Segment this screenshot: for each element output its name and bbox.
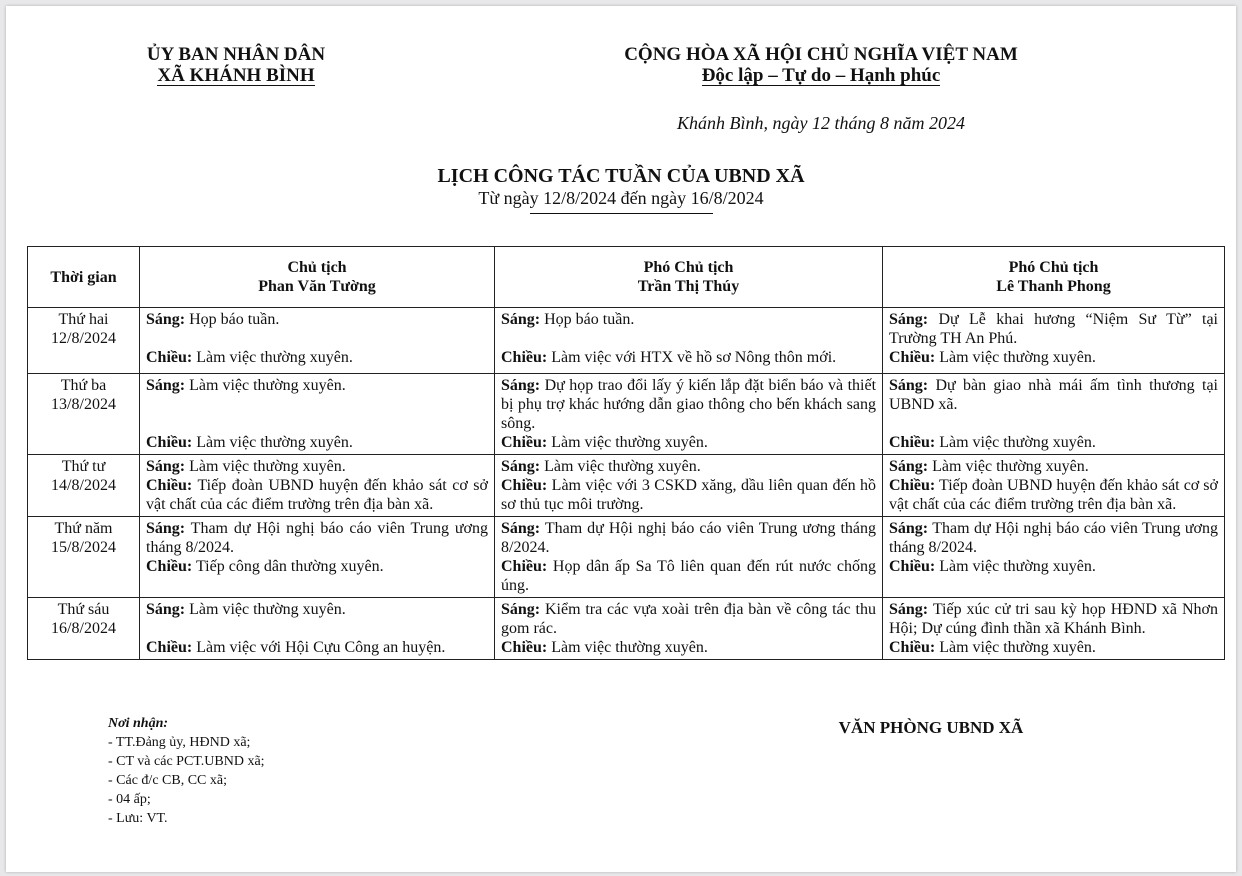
recipients-title: Nơi nhận: bbox=[108, 716, 169, 731]
table-row bbox=[28, 517, 1225, 598]
chairman-cell: Sáng: Họp báo tuần. Chiều: Làm việc thường xuyên. bbox=[140, 308, 495, 374]
header-time: Thời gian bbox=[28, 247, 140, 308]
signature-office: VĂN PHÒNG UBND XÃ bbox=[838, 718, 1024, 737]
authority-line1: ỦY BAN NHÂN DÂN bbox=[146, 44, 326, 65]
table-row bbox=[28, 455, 1225, 517]
national-motto bbox=[566, 44, 1076, 86]
vice-chairman-1-cell: Sáng: Tham dự Hội nghị báo cáo viên Trung ương tháng 8/2024. Chiều: Họp dân ấp Sa Tô liên quan đến rút nước chống úng. bbox=[495, 517, 883, 598]
recipients-block bbox=[108, 714, 265, 828]
day-cell: Thứ năm 15/8/2024 bbox=[28, 517, 140, 598]
vice-chairman-2-cell: Sáng: Tiếp xúc cử tri sau kỳ họp HĐND xã Nhơn Hội; Dự cúng đình thần xã Khánh Bình. Chiều: Làm việc thường xuyên. bbox=[883, 598, 1225, 660]
vice-chairman-2-cell: Sáng: Tham dự Hội nghị báo cáo viên Trung ương tháng 8/2024. Chiều: Làm việc thường xuyên. bbox=[883, 517, 1225, 598]
table-header-row bbox=[28, 247, 1225, 308]
recipient-item: - CT và các PCT.UBND xã; bbox=[108, 754, 265, 769]
vice-chairman-1-cell: Sáng: Kiểm tra các vựa xoài trên địa bàn về công tác thu gom rác. Chiều: Làm việc thường xuyên. bbox=[495, 598, 883, 660]
place-date: Khánh Bình, ngày 12 tháng 8 năm 2024 bbox=[677, 113, 965, 133]
day-cell: Thứ ba 13/8/2024 bbox=[28, 374, 140, 455]
recipient-item: - TT.Đảng ủy, HĐND xã; bbox=[108, 735, 251, 750]
header-chairman: Chủ tịch Phan Văn Tường bbox=[140, 247, 495, 308]
chairman-cell: Sáng: Làm việc thường xuyên. Chiều: Tiếp đoàn UBND huyện đến khảo sát cơ sở vật chất của các điểm trường trên địa bàn xã. bbox=[140, 455, 495, 517]
vice-chairman-1-cell: Sáng: Họp báo tuần. Chiều: Làm việc với HTX về hồ sơ Nông thôn mới. bbox=[495, 308, 883, 374]
document-page bbox=[6, 6, 1236, 872]
chairman-cell: Sáng: Làm việc thường xuyên. Chiều: Làm việc thường xuyên. bbox=[140, 374, 495, 455]
motto: Độc lập – Tự do – Hạnh phúc bbox=[701, 65, 941, 86]
recipient-item: - Lưu: VT. bbox=[108, 811, 168, 826]
recipient-item: - 04 ấp; bbox=[108, 792, 151, 807]
table-row bbox=[28, 374, 1225, 455]
day-cell: Thứ tư 14/8/2024 bbox=[28, 455, 140, 517]
recipient-item: - Các đ/c CB, CC xã; bbox=[108, 773, 227, 788]
vice-chairman-1-cell: Sáng: Làm việc thường xuyên. Chiều: Làm việc với 3 CSKD xăng, dầu liên quan đến hồ sơ thủ tục môi trường. bbox=[495, 455, 883, 517]
vice-chairman-2-cell: Sáng: Dự bàn giao nhà mái ấm tình thương tại UBND xã. Chiều: Làm việc thường xuyên. bbox=[883, 374, 1225, 455]
vice-chairman-1-cell: Sáng: Dự họp trao đổi lấy ý kiến lắp đặt biển báo và thiết bị phụ trợ khác hướng dẫn giao thông cho bến khách sang sông. Chiều: Làm việc thường xuyên. bbox=[495, 374, 883, 455]
document-title: LỊCH CÔNG TÁC TUẦN CỦA UBND XÃ bbox=[437, 165, 805, 187]
table-row bbox=[28, 308, 1225, 374]
table-row bbox=[28, 598, 1225, 660]
vice-chairman-2-cell: Sáng: Làm việc thường xuyên. Chiều: Tiếp đoàn UBND huyện đến khảo sát cơ sở vật chất của các điểm trường trên địa bàn xã. bbox=[883, 455, 1225, 517]
schedule-table bbox=[27, 246, 1225, 660]
issuing-authority bbox=[101, 44, 371, 86]
header-vice-chairman-2: Phó Chủ tịch Lê Thanh Phong bbox=[883, 247, 1225, 308]
document-subtitle: Từ ngày 12/8/2024 đến ngày 16/8/2024 bbox=[478, 188, 764, 208]
nation-name: CỘNG HÒA XÃ HỘI CHỦ NGHĨA VIỆT NAM bbox=[624, 44, 1018, 65]
day-cell: Thứ sáu 16/8/2024 bbox=[28, 598, 140, 660]
subtitle-underline bbox=[530, 213, 713, 214]
authority-line2: XÃ KHÁNH BÌNH bbox=[157, 65, 315, 86]
vice-chairman-2-cell: Sáng: Dự Lễ khai hương “Niệm Sư Từ” tại Trường TH An Phú. Chiều: Làm việc thường xuyên. bbox=[883, 308, 1225, 374]
day-cell: Thứ hai 12/8/2024 bbox=[28, 308, 140, 374]
header-vice-chairman-1: Phó Chủ tịch Trần Thị Thúy bbox=[495, 247, 883, 308]
chairman-cell: Sáng: Tham dự Hội nghị báo cáo viên Trung ương tháng 8/2024. Chiều: Tiếp công dân thường xuyên. bbox=[140, 517, 495, 598]
chairman-cell: Sáng: Làm việc thường xuyên. Chiều: Làm việc với Hội Cựu Công an huyện. bbox=[140, 598, 495, 660]
